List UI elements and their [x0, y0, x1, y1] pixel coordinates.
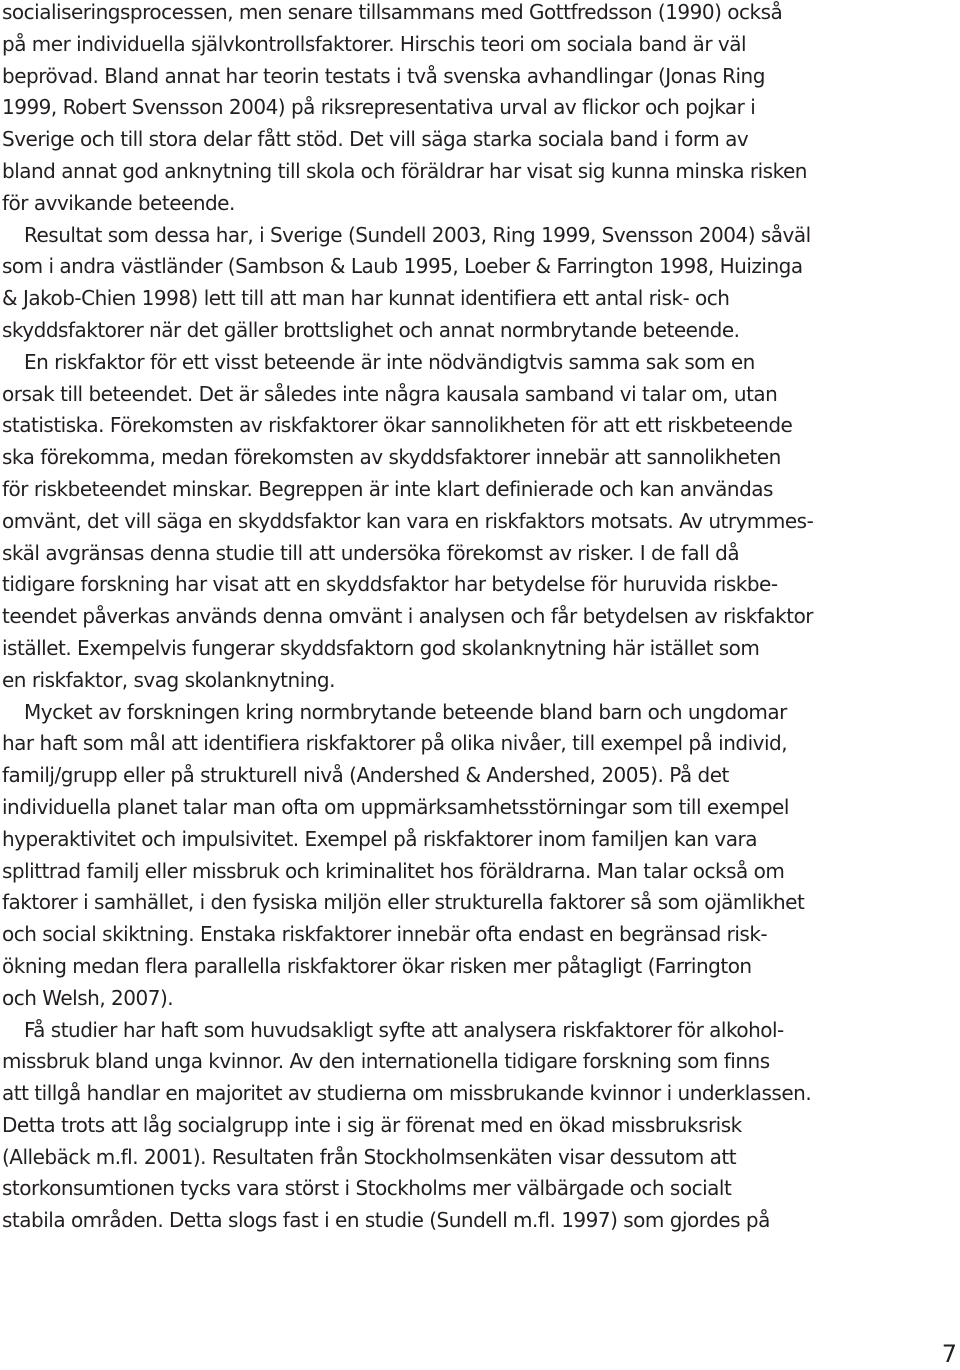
- text-line: som i andra västländer (Sambson & Laub 1995, Loeber & Farrington 1998, Huizinga: [2, 254, 803, 279]
- text-line: tidigare forskning har visat att en skyddsfaktor har betydelse för huruvida riskbe-: [2, 572, 778, 597]
- text-line: individuella planet talar man ofta om uppmärksamhetsstörningar som till exempel: [2, 794, 789, 819]
- text-line: stabila områden. Detta slogs fast i en studie (Sundell m.fl. 1997) som gjordes på: [2, 1208, 770, 1233]
- text-line: skäl avgränsas denna studie till att undersöka förekomst av risker. I de fall då: [2, 540, 740, 565]
- text-line: familj/grupp eller på strukturell nivå (Andershed & Andershed, 2005). På det: [2, 763, 729, 788]
- text-line: omvänt, det vill säga en skyddsfaktor kan vara en riskfaktors motsats. Av utrymmes-: [2, 508, 814, 533]
- text-line: istället. Exempelvis fungerar skyddsfaktorn god skolanknytning här istället som: [2, 635, 760, 660]
- text-line: splittrad familj eller missbruk och kriminalitet hos föräldrarna. Man talar också om: [2, 858, 785, 883]
- text-line: Resultat som dessa har, i Sverige (Sundell 2003, Ring 1999, Svensson 2004) såväl: [24, 222, 811, 247]
- text-line: skyddsfaktorer när det gäller brottslighet och annat normbrytande beteende.: [2, 317, 740, 342]
- text-line: Sverige och till stora delar fått stöd. Det vill säga starka sociala band i form av: [2, 127, 749, 152]
- text-line: och Welsh, 2007).: [2, 985, 174, 1010]
- paragraph: [2, 697, 902, 1015]
- text-line: missbruk bland unga kvinnor. Av den internationella tidigare forskning som finns: [2, 1049, 770, 1074]
- text-line: & Jakob-Chien 1998) lett till att man har kunnat identifiera ett antal risk- och: [2, 286, 730, 311]
- text-line: bland annat god anknytning till skola och föräldrar har visat sig kunna minska risken: [2, 158, 807, 183]
- text-line: på mer individuella självkontrollsfaktorer. Hirschis teori om sociala band är väl: [2, 31, 747, 56]
- text-line: statistiska. Förekomsten av riskfaktorer ökar sannolikheten för att ett riskbeteende: [2, 413, 793, 438]
- text-line: 1999, Robert Svensson 2004) på riksrepresentativa urval av flickor och pojkar i: [2, 95, 756, 120]
- text-line: har haft som mål att identifiera riskfaktorer på olika nivåer, till exempel på individ,: [2, 731, 788, 756]
- text-line: orsak till beteendet. Det är således inte några kausala samband vi talar om, utan: [2, 381, 778, 406]
- page-number: 7: [941, 1340, 957, 1368]
- text-line: (Allebäck m.fl. 2001). Resultaten från Stockholmsenkäten visar dessutom att: [2, 1144, 737, 1169]
- text-line: ökning medan flera parallella riskfaktorer ökar risken mer påtagligt (Farrington: [2, 953, 752, 978]
- paragraph: [2, 0, 902, 220]
- text-line: beprövad. Bland annat har teorin testats i två svenska avhandlingar (Jonas Ring: [2, 63, 765, 88]
- text-line: Mycket av forskningen kring normbrytande beteende bland barn och ungdomar: [24, 699, 787, 724]
- text-line: En riskfaktor för ett visst beteende är inte nödvändigtvis samma sak som en: [24, 349, 755, 374]
- text-line: att tillgå handlar en majoritet av studierna om missbrukande kvinnor i underklassen.: [2, 1081, 812, 1106]
- paragraph: [2, 1015, 902, 1238]
- text-line: teendet påverkas används denna omvänt i analysen och får betydelsen av riskfaktor: [2, 604, 814, 629]
- text-line: för riskbeteendet minskar. Begreppen är inte klart definierade och kan användas: [2, 476, 773, 501]
- text-line: en riskfaktor, svag skolanknytning.: [2, 667, 335, 692]
- text-line: storkonsumtionen tycks vara störst i Stockholms mer välbärgade och socialt: [2, 1176, 732, 1201]
- paragraph: [2, 220, 902, 347]
- text-line: Få studier har haft som huvudsakligt syfte att analysera riskfaktorer för alkohol-: [24, 1017, 784, 1042]
- text-line: ska förekomma, medan förekomsten av skyddsfaktorer innebär att sannolikheten: [2, 445, 781, 470]
- body-text: [2, 0, 902, 1237]
- text-line: hyperaktivitet och impulsivitet. Exempel på riskfaktorer inom familjen kan vara: [2, 826, 757, 851]
- paragraph: [2, 347, 902, 697]
- text-line: och social skiktning. Enstaka riskfaktorer innebär ofta endast en begränsad risk-: [2, 922, 768, 947]
- text-line: socialiseringsprocessen, men senare tillsammans med Gottfredsson (1990) också: [2, 0, 783, 24]
- text-line: Detta trots att låg socialgrupp inte i sig är förenat med en ökad missbruksrisk: [2, 1112, 742, 1137]
- text-line: faktorer i samhället, i den fysiska miljön eller strukturella faktorer så som ojämlikhet: [2, 890, 805, 915]
- text-line: för avvikande beteende.: [2, 190, 235, 215]
